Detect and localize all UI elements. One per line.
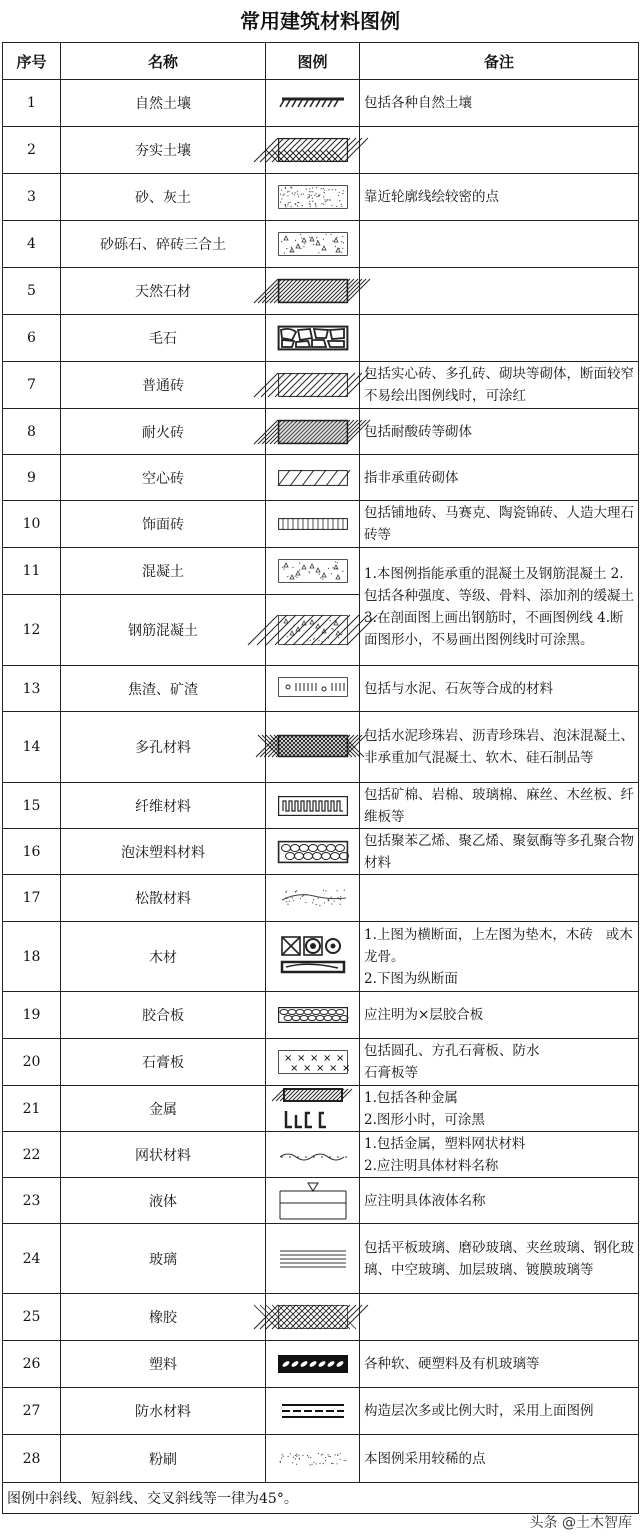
material-name: 空心砖 [61, 455, 266, 501]
footer-note: 图例中斜线、短斜线、交叉斜线等一律为45°。 [3, 1483, 639, 1514]
row-number: 13 [3, 666, 61, 712]
page-title: 常用建筑材料图例 [240, 9, 400, 33]
row-number: 15 [3, 783, 61, 829]
material-note: 本图例采用较稀的点 [360, 1435, 639, 1483]
table-row [3, 127, 639, 174]
material-name: 液体 [61, 1178, 266, 1224]
plywood-icon [266, 992, 360, 1039]
common-brick-icon [266, 362, 360, 409]
row-number: 28 [3, 1435, 61, 1483]
table-row [3, 992, 639, 1039]
material-name: 防水材料 [61, 1388, 266, 1435]
material-name: 松散材料 [61, 875, 266, 922]
watermark: 头条 @土木智库 [529, 1515, 632, 1531]
table-row [3, 922, 639, 992]
material-note [360, 1294, 639, 1341]
material-note: 包括铺地砖、马赛克、陶瓷锦砖、人造大理石砖等 [360, 501, 639, 548]
material-note [360, 221, 639, 268]
row-number: 4 [3, 221, 61, 268]
row-number: 16 [3, 829, 61, 875]
material-name: 泡沫塑料材料 [61, 829, 266, 875]
material-name: 耐火砖 [61, 409, 266, 455]
material-note: 包括各种自然土壤 [360, 80, 639, 127]
materials-legend-table [2, 42, 639, 1514]
liquid-icon [266, 1178, 360, 1224]
table-row [3, 1341, 639, 1388]
material-note: 指非承重砖砌体 [360, 455, 639, 501]
svg-text:×: × [283, 1053, 292, 1064]
table-row [3, 1132, 639, 1178]
table-header-row [3, 43, 639, 80]
material-name: 普通砖 [61, 362, 266, 409]
table-row [3, 829, 639, 875]
rubble-icon [266, 315, 360, 362]
material-name: 纤维材料 [61, 783, 266, 829]
row-number: 24 [3, 1224, 61, 1294]
table-row [3, 666, 639, 712]
material-note [360, 875, 639, 922]
material-note: 1.本图例指能承重的混凝土及钢筋混凝土 2.包括各种强度、等级、骨料、添加剂的缓凝土 3.在剖面图上画出钢筋时，不画图例线 4.断面图形小，不易画出图例线时可涂黑。 [360, 548, 639, 666]
table-row [3, 362, 639, 409]
material-note: 应注明具体液体名称 [360, 1178, 639, 1224]
porous-material-icon [266, 712, 360, 783]
svg-text:×: × [341, 1063, 350, 1074]
table-row [3, 221, 639, 268]
row-number: 17 [3, 875, 61, 922]
row-number: 2 [3, 127, 61, 174]
material-note: 包括耐酸砖等砌体 [360, 409, 639, 455]
slag-icon [266, 666, 360, 712]
material-name: 胶合板 [61, 992, 266, 1039]
row-number: 9 [3, 455, 61, 501]
row-number: 5 [3, 268, 61, 315]
material-note: 包括与水泥、石灰等合成的材料 [360, 666, 639, 712]
row-number: 1 [3, 80, 61, 127]
facing-tile-icon [266, 501, 360, 548]
header-note: 备注 [360, 43, 639, 80]
row-number: 6 [3, 315, 61, 362]
mesh-material-icon [266, 1132, 360, 1178]
table-row [3, 268, 639, 315]
row-number: 27 [3, 1388, 61, 1435]
material-note: 靠近轮廓线绘较密的点 [360, 174, 639, 221]
material-name: 多孔材料 [61, 712, 266, 783]
material-name: 砂、灰土 [61, 174, 266, 221]
material-name: 玻璃 [61, 1224, 266, 1294]
row-number: 23 [3, 1178, 61, 1224]
natural-stone-icon [266, 268, 360, 315]
row-number: 11 [3, 548, 61, 595]
gypsum-board-icon [266, 1039, 360, 1086]
material-note [360, 268, 639, 315]
sand-lime-icon [266, 174, 360, 221]
material-name: 金属 [61, 1086, 266, 1132]
material-name: 粉刷 [61, 1435, 266, 1483]
loose-material-icon [266, 875, 360, 922]
svg-text:×: × [296, 1053, 305, 1064]
table-row [3, 1435, 639, 1483]
material-note [360, 127, 639, 174]
material-note: 包括矿棉、岩棉、玻璃棉、麻丝、木丝板、纤维板等 [360, 783, 639, 829]
svg-text:×: × [289, 1063, 298, 1074]
table-row [3, 1178, 639, 1224]
svg-text:×: × [309, 1053, 318, 1064]
concrete-icon [266, 548, 360, 595]
material-name: 石膏板 [61, 1039, 266, 1086]
table-row [3, 712, 639, 783]
footer-row [3, 1483, 639, 1514]
material-name: 橡胶 [61, 1294, 266, 1341]
table-row [3, 1086, 639, 1132]
material-note [360, 315, 639, 362]
material-note: 构造层次多或比例大时，采用上面图例 [360, 1388, 639, 1435]
table-row [3, 548, 639, 595]
row-number: 8 [3, 409, 61, 455]
material-note: 包括圆孔、方孔石膏板、防水 石膏板等 [360, 1039, 639, 1086]
material-note: 包括水泥珍珠岩、沥青珍珠岩、泡沫混凝土、非承重加气混凝土、软木、硅石制品等 [360, 712, 639, 783]
material-note: 包括平板玻璃、磨砂玻璃、夹丝玻璃、钢化玻璃、中空玻璃、加层玻璃、镀膜玻璃等 [360, 1224, 639, 1294]
table-row [3, 1224, 639, 1294]
material-name: 钢筋混凝土 [61, 595, 266, 666]
material-note: 包括实心砖、多孔砖、砌块等砌体，断面较窄不易绘出图例线时，可涂红 [360, 362, 639, 409]
row-number: 25 [3, 1294, 61, 1341]
row-number: 22 [3, 1132, 61, 1178]
foam-plastic-icon [266, 829, 360, 875]
material-name: 木材 [61, 922, 266, 992]
table-row [3, 315, 639, 362]
material-note: 1.上图为横断面，上左图为垫木，木砖 或木龙骨。 2.下图为纵断面 [360, 922, 639, 992]
wood-icon [266, 922, 360, 992]
table-row [3, 875, 639, 922]
table-row [3, 1388, 639, 1435]
material-name: 饰面砖 [61, 501, 266, 548]
fiber-material-icon [266, 783, 360, 829]
material-note: 1.包括各种金属 2.图形小时，可涂黑 [360, 1086, 639, 1132]
row-number: 20 [3, 1039, 61, 1086]
table-row [3, 1294, 639, 1341]
table-row [3, 455, 639, 501]
hollow-brick-icon [266, 455, 360, 501]
material-note: 包括聚苯乙烯、聚乙烯、聚氨酶等多孔聚合物材料 [360, 829, 639, 875]
waterproof-icon [266, 1388, 360, 1435]
compacted-soil-icon [266, 127, 360, 174]
table-row [3, 783, 639, 829]
material-name: 砂砾石、碎砖三合土 [61, 221, 266, 268]
material-name: 自然土壤 [61, 80, 266, 127]
metal-icon [266, 1086, 360, 1132]
header-name: 名称 [61, 43, 266, 80]
plastic-icon [266, 1341, 360, 1388]
glass-icon [266, 1224, 360, 1294]
material-note: 各种软、硬塑料及有机玻璃等 [360, 1341, 639, 1388]
table-row [3, 80, 639, 127]
plaster-icon [266, 1435, 360, 1483]
table-row [3, 501, 639, 548]
row-number: 7 [3, 362, 61, 409]
table-row [3, 174, 639, 221]
header-legend: 图例 [266, 43, 360, 80]
material-note: 1.包括金属，塑料网状材料 2.应注明具体材料名称 [360, 1132, 639, 1178]
material-name: 塑料 [61, 1341, 266, 1388]
row-number: 18 [3, 922, 61, 992]
material-name: 夯实土壤 [61, 127, 266, 174]
gravel-icon [266, 221, 360, 268]
reinforced-concrete-icon [266, 595, 360, 666]
material-name: 混凝土 [61, 548, 266, 595]
row-number: 14 [3, 712, 61, 783]
table-row [3, 1039, 639, 1086]
row-number: 19 [3, 992, 61, 1039]
svg-text:×: × [302, 1063, 311, 1074]
material-name: 网状材料 [61, 1132, 266, 1178]
material-note: 应注明为×层胶合板 [360, 992, 639, 1039]
row-number: 26 [3, 1341, 61, 1388]
material-name: 天然石材 [61, 268, 266, 315]
row-number: 21 [3, 1086, 61, 1132]
material-name: 毛石 [61, 315, 266, 362]
natural-soil-icon [266, 80, 360, 127]
firebrick-icon [266, 409, 360, 455]
svg-text:×: × [315, 1063, 324, 1074]
row-number: 12 [3, 595, 61, 666]
table-row [3, 409, 639, 455]
material-name: 焦渣、矿渣 [61, 666, 266, 712]
header-no: 序号 [3, 43, 61, 80]
row-number: 10 [3, 501, 61, 548]
svg-text:×: × [328, 1063, 337, 1074]
rubber-icon [266, 1294, 360, 1341]
svg-text:×: × [335, 1053, 344, 1064]
svg-text:×: × [322, 1053, 331, 1064]
row-number: 3 [3, 174, 61, 221]
